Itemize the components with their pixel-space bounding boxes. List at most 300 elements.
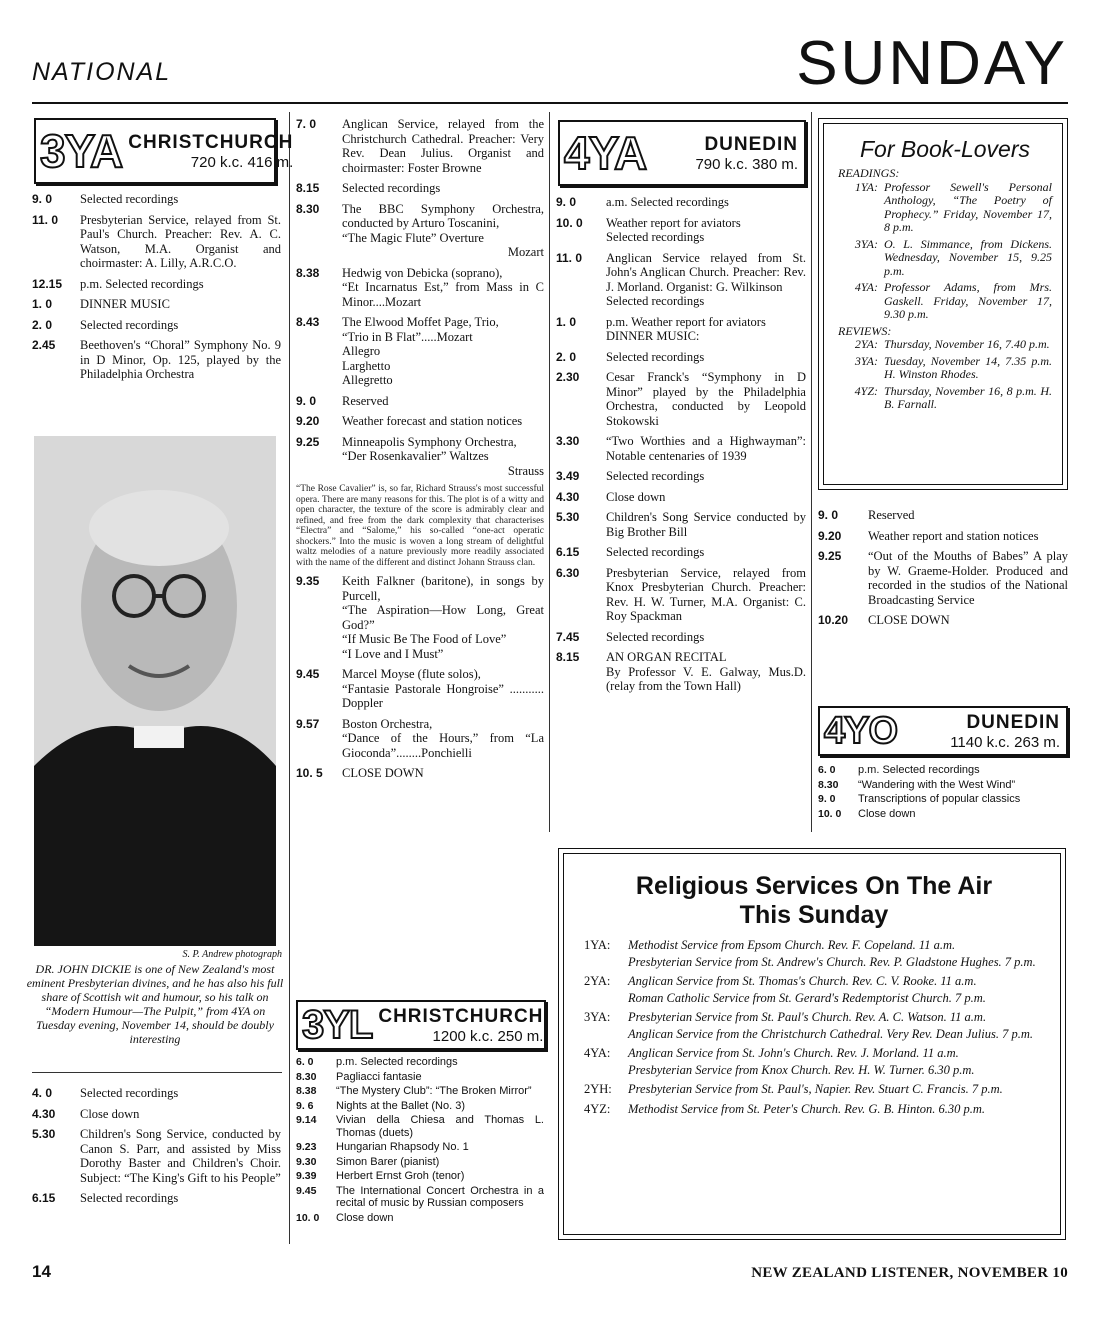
programme-time: 9.57 bbox=[296, 716, 320, 731]
programme-item bbox=[296, 1185, 544, 1210]
programme-item bbox=[296, 1056, 544, 1069]
programme-time: 5.30 bbox=[32, 1127, 56, 1141]
programme-time: 9.30 bbox=[296, 1155, 317, 1168]
caption-rule bbox=[32, 1072, 282, 1073]
programme-line: Close down bbox=[80, 1106, 140, 1121]
programme-line: Anglican Service relayed from St. John's Anglican Church. Preacher: Rev. J. Morland. Organist: G. Wilkinson bbox=[606, 250, 806, 294]
station-call-sign: 3YA bbox=[40, 125, 123, 177]
service-item: Roman Catholic Service from St. Gerard's Redemptorist Church. 7 p.m. bbox=[628, 990, 986, 1005]
programme-list-4yo bbox=[818, 764, 1068, 822]
programme-list-4ya bbox=[556, 195, 806, 700]
programme-line: Selected recordings bbox=[606, 469, 705, 483]
header-rule bbox=[32, 102, 1068, 104]
station-code: 4YZ: bbox=[854, 383, 878, 398]
programme-item bbox=[818, 529, 1068, 544]
programme-description bbox=[342, 574, 544, 661]
programme-item bbox=[556, 490, 806, 505]
programme-description bbox=[342, 435, 544, 479]
programme-time: 4.30 bbox=[32, 1106, 56, 1121]
programme-line: Close down bbox=[606, 489, 666, 504]
programme-time: 10.20 bbox=[818, 613, 849, 627]
programme-line: The Elwood Moffet Page, Trio, bbox=[342, 315, 499, 329]
programme-item bbox=[32, 318, 281, 333]
programme-item bbox=[296, 1071, 544, 1084]
readings-label: READINGS: bbox=[838, 166, 900, 180]
programme-line: Children's Song Service conducted by Big Brother Bill bbox=[606, 510, 806, 539]
programme-time: 9. 0 bbox=[296, 393, 317, 408]
programme-item bbox=[296, 315, 544, 388]
programme-description bbox=[342, 717, 544, 761]
programme-line: Weather report for aviators bbox=[606, 215, 741, 230]
programme-time: 8.43 bbox=[296, 315, 320, 329]
programme-time: 8.15 bbox=[556, 650, 580, 664]
programme-line: Keith Falkner (baritone), in songs by Purcell, bbox=[342, 574, 544, 603]
day-heading: SUNDAY bbox=[796, 29, 1068, 98]
programme-item bbox=[32, 297, 281, 312]
service-item: Anglican Service from St. John's Church. Rev. J. Morland. 11 a.m. bbox=[628, 1046, 959, 1060]
book-lovers-box bbox=[818, 118, 1068, 490]
programme-line: By Professor V. E. Galway, Mus.D. (relay from the Town Hall) bbox=[606, 664, 806, 693]
reviews-label: REVIEWS: bbox=[838, 323, 892, 338]
programme-description: Simon Barer (pianist) bbox=[336, 1155, 440, 1168]
station-frequency: 790 k.c. 380 m. bbox=[695, 155, 798, 173]
programme-item bbox=[556, 350, 806, 365]
programme-line: CLOSE DOWN bbox=[868, 613, 950, 627]
programme-description: Hungarian Rhapsody No. 1 bbox=[336, 1141, 469, 1153]
station-code: 3YA: bbox=[854, 236, 878, 251]
station-code: 3YA: bbox=[584, 1010, 611, 1024]
programme-time: 9. 0 bbox=[818, 508, 839, 522]
programme-time: 9.39 bbox=[296, 1170, 317, 1182]
programme-item bbox=[818, 613, 1068, 628]
programme-description bbox=[342, 414, 544, 429]
programme-description bbox=[342, 117, 544, 175]
programme-time: 9.45 bbox=[296, 1184, 317, 1197]
programme-line: Cesar Franck's “Symphony in D Minor” played by the Philadelphia Orchestra, conducted by Leopold Stokowski bbox=[606, 370, 806, 428]
programme-description bbox=[606, 350, 806, 365]
programme-time: 1. 0 bbox=[32, 297, 53, 311]
programme-time: 11. 0 bbox=[556, 250, 583, 265]
programme-description: Pagliacci fantasie bbox=[336, 1070, 422, 1083]
service-item: Presbyterian Service from St. Paul's, Napier. Rev. Stuart C. Francis. 7 p.m. bbox=[628, 1082, 1003, 1096]
programme-time: 3.49 bbox=[556, 469, 580, 483]
listing-details: O. L. Simmance, from Dickens. Wednesday, November 15, 9.25 p.m. bbox=[884, 236, 1052, 278]
section-label: NATIONAL bbox=[32, 58, 172, 86]
programme-line: Selected recordings bbox=[606, 545, 705, 559]
programme-description: Nights at the Ballet (No. 3) bbox=[336, 1099, 466, 1112]
programme-description bbox=[606, 566, 806, 624]
service-list bbox=[628, 1082, 1003, 1099]
service-item: Presbyterian Service from St. Andrew's Church. Rev. P. Gladstone Hughes. 7 p.m. bbox=[628, 954, 1036, 969]
station-code: 4YA: bbox=[584, 1046, 611, 1060]
programme-time: 11. 0 bbox=[32, 212, 59, 227]
programme-time: 2.45 bbox=[32, 338, 56, 352]
programme-time: 9.25 bbox=[296, 434, 320, 449]
programme-line: Children's Song Service, conducted by Canon S. Parr, and assisted by Miss Dorothy Baster and Children's Choir. Subject: “The King's Gift to his People” bbox=[80, 1127, 281, 1185]
programme-time: 2. 0 bbox=[32, 317, 53, 332]
programme-item bbox=[296, 1156, 544, 1169]
programme-time: 9.45 bbox=[296, 667, 320, 681]
photo-caption: DR. JOHN DICKIE is one of New Zealand's most eminent Presbyterian divines, and he has also his full share of Scottish wit and humour, so his talk on “Modern Humour—The Pulpit,” from 4YA on Tuesday evening, November 14, should be doubly interesting bbox=[26, 962, 284, 1046]
station-frequency: 1200 k.c. 250 m. bbox=[432, 1027, 544, 1045]
programme-time: 6.30 bbox=[556, 565, 580, 580]
programme-time: 6. 0 bbox=[296, 1056, 314, 1068]
programme-line: Selected recordings bbox=[606, 349, 705, 364]
station-code: 1YA: bbox=[854, 179, 878, 194]
book-listing bbox=[838, 338, 1052, 352]
programme-description bbox=[868, 529, 1068, 544]
programme-item bbox=[818, 779, 1068, 792]
station-code: 2YH: bbox=[584, 1082, 612, 1096]
programme-item bbox=[818, 793, 1068, 806]
programme-item bbox=[32, 1127, 281, 1185]
programme-line: Allegro bbox=[342, 344, 381, 358]
programme-description bbox=[606, 216, 806, 245]
programme-line: Minneapolis Symphony Orchestra, bbox=[342, 434, 517, 449]
programme-description bbox=[80, 277, 281, 292]
book-lovers-title: For Book-Lovers bbox=[859, 136, 1030, 162]
programme-line: Boston Orchestra, bbox=[342, 716, 433, 731]
programme-line: Mozart bbox=[507, 245, 544, 259]
programme-description bbox=[342, 202, 544, 260]
programme-time: 9.35 bbox=[296, 574, 320, 588]
programme-line: “I Love and I Must” bbox=[342, 646, 444, 661]
programme-time: 4. 0 bbox=[32, 1086, 53, 1100]
book-listing bbox=[838, 385, 1052, 412]
station-city: CHRISTCHURCH bbox=[128, 131, 294, 153]
programme-time: 9. 0 bbox=[32, 192, 53, 206]
service-item: Presbyterian Service from St. Paul's Church. Rev. A. C. Watson. 11 a.m. bbox=[628, 1010, 987, 1024]
programme-item bbox=[296, 1212, 544, 1225]
programme-item bbox=[296, 1114, 544, 1139]
programme-description: Herbert Ernst Groh (tenor) bbox=[336, 1170, 465, 1182]
programme-description bbox=[868, 549, 1068, 607]
programme-time: 10. 0 bbox=[556, 215, 583, 230]
programme-description bbox=[868, 613, 1068, 628]
programme-item bbox=[32, 1107, 281, 1122]
programme-line: Presbyterian Service, relayed from Knox Presbyterian Church. Preacher: Rev. H. W. Turner, M.A. Organist: C. Roy Spackman bbox=[606, 565, 806, 623]
column-rule-3 bbox=[811, 112, 812, 832]
service-item: Presbyterian Service from Knox Church. Rev. H. W. Turner. 6.30 p.m. bbox=[628, 1062, 975, 1077]
programme-description bbox=[80, 338, 281, 382]
programme-description bbox=[342, 266, 544, 310]
programme-time: 10. 5 bbox=[296, 766, 323, 780]
programme-item bbox=[818, 549, 1068, 607]
listing-details: Thursday, November 16, 7.40 p.m. bbox=[884, 337, 1050, 351]
programme-line: a.m. Selected recordings bbox=[606, 195, 729, 209]
column-rule-1 bbox=[289, 112, 290, 1244]
religious-service-row bbox=[584, 1046, 1044, 1079]
listing-details: Professor Adams, from Mrs. Gaskell. Friday, November 17, 9.30 p.m. bbox=[884, 280, 1052, 321]
programme-item bbox=[296, 181, 544, 196]
programme-time: 9. 0 bbox=[556, 195, 577, 209]
programme-time: 9.14 bbox=[296, 1114, 317, 1126]
listing-details: Tuesday, November 14, 7.35 p.m. H. Winston Rhodes. bbox=[884, 353, 1052, 381]
programme-line: Selected recordings bbox=[606, 294, 705, 308]
programme-time: 8.30 bbox=[818, 778, 839, 791]
programme-item bbox=[296, 202, 544, 260]
book-listing bbox=[838, 281, 1052, 322]
programme-line: DINNER MUSIC bbox=[80, 297, 170, 311]
programme-item bbox=[556, 216, 806, 245]
masthead: NEW ZEALAND LISTENER, NOVEMBER 10 bbox=[751, 1265, 1068, 1281]
programme-time: 8.38 bbox=[296, 1085, 317, 1097]
religious-service-row bbox=[584, 938, 1044, 971]
programme-line: Selected recordings bbox=[342, 181, 441, 195]
programme-description bbox=[80, 1086, 281, 1101]
programme-line: AN ORGAN RECITAL bbox=[606, 650, 727, 664]
programme-item bbox=[296, 1085, 544, 1098]
station-code: 2YA: bbox=[584, 974, 611, 988]
service-list bbox=[628, 1102, 985, 1119]
programme-description bbox=[80, 192, 281, 207]
programme-item bbox=[296, 394, 544, 409]
programme-time: 7. 0 bbox=[296, 117, 317, 131]
programme-description bbox=[606, 510, 806, 539]
programme-description bbox=[606, 490, 806, 505]
programme-line: Reserved bbox=[342, 393, 389, 408]
programme-description: “Wandering with the West Wind” bbox=[858, 778, 1016, 791]
programme-description bbox=[80, 1107, 281, 1122]
programme-description: p.m. Selected recordings bbox=[858, 764, 980, 776]
station-code: 2YA: bbox=[854, 337, 878, 351]
programme-item bbox=[556, 370, 806, 428]
programme-item bbox=[556, 195, 806, 210]
programme-item bbox=[32, 1191, 281, 1206]
programme-item bbox=[556, 315, 806, 344]
programme-line: The BBC Symphony Orchestra, conducted by Arturo Toscanini, bbox=[342, 201, 544, 230]
programme-description: Close down bbox=[858, 807, 916, 820]
station-code: 4YZ: bbox=[584, 1101, 611, 1116]
programme-description bbox=[342, 766, 544, 781]
programme-item bbox=[296, 266, 544, 310]
programme-time: 8.30 bbox=[296, 1070, 317, 1083]
religious-services-title bbox=[584, 872, 1044, 930]
programme-line: Marcel Moyse (flute solos), bbox=[342, 667, 481, 681]
page-number: 14 bbox=[32, 1262, 51, 1281]
programme-line: “Et Incarnatus Est,” from Mass in C Minor....Mozart bbox=[342, 280, 544, 309]
programme-time: 4.30 bbox=[556, 489, 580, 504]
programme-item bbox=[296, 1100, 544, 1113]
programme-line: Selected recordings bbox=[606, 629, 705, 644]
portrait-photo bbox=[34, 436, 276, 946]
programme-item bbox=[556, 566, 806, 624]
programme-description bbox=[868, 508, 1068, 523]
programme-item bbox=[296, 717, 544, 761]
service-item: Anglican Service from St. Thomas's Church. Rev. C. V. Rooke. 11 a.m. bbox=[628, 974, 977, 988]
station-frequency: 1140 k.c. 263 m. bbox=[950, 733, 1060, 751]
programme-item bbox=[556, 251, 806, 309]
programme-item bbox=[32, 213, 281, 271]
programme-line: Presbyterian Service, relayed from St. Paul's Church. Preacher: Rev. A. C. Watson, M.A. Organist and choirmaster: A. Lilly, A.R.C.O. bbox=[80, 212, 281, 270]
listing-details: Professor Sewell's Personal Anthology, “The Poetry of Prophecy.” Friday, November 17, 8 p.m. bbox=[884, 179, 1052, 234]
programme-line: p.m. Selected recordings bbox=[80, 276, 204, 291]
programme-description bbox=[606, 370, 806, 428]
programme-line: Selected recordings bbox=[80, 1086, 179, 1100]
programme-line: Hedwig von Debicka (soprano), bbox=[342, 265, 503, 280]
programme-line: “Der Rosenkavalier” Waltzes bbox=[342, 449, 489, 463]
religious-services-box bbox=[558, 848, 1066, 1240]
programme-line: Selected recordings bbox=[80, 1191, 179, 1205]
service-item: Anglican Service from the Christchurch Cathedral. Very Rev. Dean Julius. 7 p.m. bbox=[628, 1026, 1034, 1041]
programme-item bbox=[556, 630, 806, 645]
programme-line: Allegretto bbox=[342, 373, 393, 387]
programme-description: Transcriptions of popular classics bbox=[858, 793, 1021, 805]
programme-line: p.m. Weather report for aviators bbox=[606, 314, 766, 329]
programme-line: “Out of the Mouths of Babes” A play by W. Graeme-Holder. Produced and recorded in the studios of the National Broadcasting Service bbox=[868, 549, 1068, 607]
programme-list-3ya-afternoon bbox=[32, 1086, 281, 1212]
programme-line: Weather report and station notices bbox=[868, 528, 1039, 543]
programme-line: Selected recordings bbox=[606, 230, 705, 244]
programme-item bbox=[556, 510, 806, 539]
programme-item bbox=[296, 435, 544, 479]
station-frequency: 720 k.c. 416 m. bbox=[190, 153, 294, 171]
religious-title-line1: Religious Services On The Air bbox=[635, 872, 993, 900]
programme-item bbox=[32, 1086, 281, 1101]
programme-description bbox=[606, 195, 806, 210]
programme-item bbox=[296, 766, 544, 781]
programme-description bbox=[80, 1127, 281, 1185]
programme-description bbox=[606, 315, 806, 344]
religious-title-line2: This Sunday bbox=[739, 901, 889, 929]
programme-list-3yl bbox=[296, 1056, 544, 1226]
programme-item bbox=[296, 1141, 544, 1154]
station-banner-4yo bbox=[818, 706, 1068, 756]
programme-item bbox=[296, 414, 544, 429]
programme-line: CLOSE DOWN bbox=[342, 766, 424, 780]
programme-item bbox=[556, 434, 806, 463]
photo-credit: S. P. Andrew photograph bbox=[182, 949, 282, 960]
programme-item bbox=[32, 338, 281, 382]
programme-time: 6. 0 bbox=[818, 764, 836, 776]
programme-description bbox=[606, 251, 806, 309]
programme-description bbox=[342, 394, 544, 409]
programme-line: “Two Worthies and a Highwayman”: Notable centenaries of 1939 bbox=[606, 434, 806, 463]
programme-description bbox=[606, 469, 806, 484]
station-banner-3ya bbox=[34, 118, 294, 184]
listing-details: Thursday, November 16, 8 p.m. H. B. Farnall. bbox=[884, 383, 1052, 411]
programme-description: “The Mystery Club”: “The Broken Mirror” bbox=[336, 1085, 532, 1097]
programme-description: p.m. Selected recordings bbox=[336, 1056, 458, 1068]
station-call-sign: 4YA bbox=[564, 127, 647, 179]
book-listing bbox=[838, 238, 1052, 279]
programme-line: DINNER MUSIC: bbox=[606, 329, 700, 343]
programme-item bbox=[296, 574, 544, 661]
programme-list-4ya-evening bbox=[818, 508, 1068, 634]
service-item: Methodist Service from Epsom Church. Rev. F. Copeland. 11 a.m. bbox=[628, 938, 956, 952]
programme-time: 12.15 bbox=[32, 276, 63, 291]
programme-line: Strauss bbox=[507, 463, 544, 478]
column-rule-2 bbox=[549, 112, 550, 832]
programme-time: 3.30 bbox=[556, 434, 580, 448]
programme-line: “The Magic Flute” Overture bbox=[342, 230, 484, 245]
programme-line: “Trio in B Flat”.....Mozart bbox=[342, 329, 473, 344]
programme-description bbox=[80, 297, 281, 312]
programme-time: 7.45 bbox=[556, 629, 580, 644]
programme-item bbox=[818, 808, 1068, 821]
programme-time: 10. 0 bbox=[296, 1211, 320, 1224]
station-call-sign: 3YL bbox=[302, 1003, 373, 1047]
programme-line: “If Music Be The Food of Love” bbox=[342, 632, 507, 646]
programme-item bbox=[556, 545, 806, 560]
programme-time: 9.20 bbox=[296, 414, 320, 428]
programme-line: Larghetto bbox=[342, 358, 391, 373]
programme-item bbox=[32, 277, 281, 292]
portrait-illustration bbox=[34, 436, 276, 946]
programme-description: The International Concert Orchestra in a recital of music by Russian composers bbox=[336, 1184, 544, 1209]
programme-list-3ya-morning bbox=[32, 192, 281, 388]
religious-service-row bbox=[584, 1102, 1044, 1119]
programme-item bbox=[818, 508, 1068, 523]
programme-time: 5.30 bbox=[556, 510, 580, 524]
station-city: CHRISTCHURCH bbox=[378, 1005, 544, 1027]
programme-time: 8.30 bbox=[296, 201, 320, 216]
programme-item bbox=[296, 117, 544, 175]
programme-description: Close down bbox=[336, 1211, 394, 1224]
book-listing bbox=[838, 181, 1052, 235]
programme-description bbox=[342, 315, 544, 388]
programme-time: 8.38 bbox=[296, 265, 320, 280]
station-code: 3YA: bbox=[854, 353, 878, 368]
programme-line: “The Aspiration—How Long, Great God?” bbox=[342, 603, 544, 632]
programme-line: “Dance of the Hours,” from “La Gioconda”........Ponchielli bbox=[342, 731, 544, 760]
service-list bbox=[628, 1010, 1033, 1043]
programme-description bbox=[606, 650, 806, 694]
station-call-sign: 4YO bbox=[824, 710, 898, 752]
programme-time: 9.23 bbox=[296, 1141, 317, 1153]
station-banner-3yl bbox=[296, 1000, 546, 1050]
programme-description bbox=[606, 630, 806, 645]
programme-description bbox=[342, 181, 544, 196]
programme-description bbox=[606, 545, 806, 560]
programme-description: Vivian della Chiesa and Thomas L. Thomas (duets) bbox=[336, 1114, 544, 1139]
programme-line: Selected recordings bbox=[80, 317, 179, 332]
programme-line: Weather forecast and station notices bbox=[342, 414, 523, 428]
programme-time: 6.15 bbox=[32, 1191, 56, 1205]
programme-time: 8.15 bbox=[296, 181, 320, 195]
programme-line: Reserved bbox=[868, 508, 915, 522]
service-item: Methodist Service from St. Peter's Church. Rev. G. B. Hinton. 6.30 p.m. bbox=[628, 1101, 986, 1116]
programme-description bbox=[80, 1191, 281, 1206]
programme-item bbox=[296, 1170, 544, 1183]
religious-service-row bbox=[584, 974, 1044, 1007]
programme-description bbox=[80, 318, 281, 333]
programme-time: 1. 0 bbox=[556, 314, 577, 329]
programme-description bbox=[606, 434, 806, 463]
programme-description bbox=[342, 667, 544, 711]
programme-time: 2. 0 bbox=[556, 349, 577, 364]
programme-time: 9. 6 bbox=[296, 1099, 314, 1112]
programme-line: Anglican Service, relayed from the Christchurch Cathedral. Preacher: Very Rev. Dean Julius. Organist and choirmaster: Foster Browne bbox=[342, 117, 544, 175]
service-list bbox=[628, 974, 986, 1007]
programme-time: 6.15 bbox=[556, 545, 580, 559]
programme-item bbox=[556, 650, 806, 694]
religious-service-row bbox=[584, 1082, 1044, 1099]
station-city: DUNEDIN bbox=[966, 711, 1060, 733]
book-listing bbox=[838, 355, 1052, 382]
station-city: DUNEDIN bbox=[704, 133, 798, 155]
programme-line: Beethoven's “Choral” Symphony No. 9 in D Minor, Op. 125, played by the Philadelphia Orchestra bbox=[80, 338, 281, 381]
programme-item bbox=[32, 192, 281, 207]
programme-time: 9.20 bbox=[818, 528, 842, 543]
programme-list-3ya-evening bbox=[296, 117, 544, 787]
service-list bbox=[628, 938, 1036, 971]
religious-service-row bbox=[584, 1010, 1044, 1043]
programme-item bbox=[556, 469, 806, 484]
programme-time: 10. 0 bbox=[818, 807, 842, 820]
programme-line: Selected recordings bbox=[80, 192, 179, 206]
station-code: 4YA: bbox=[854, 280, 878, 294]
